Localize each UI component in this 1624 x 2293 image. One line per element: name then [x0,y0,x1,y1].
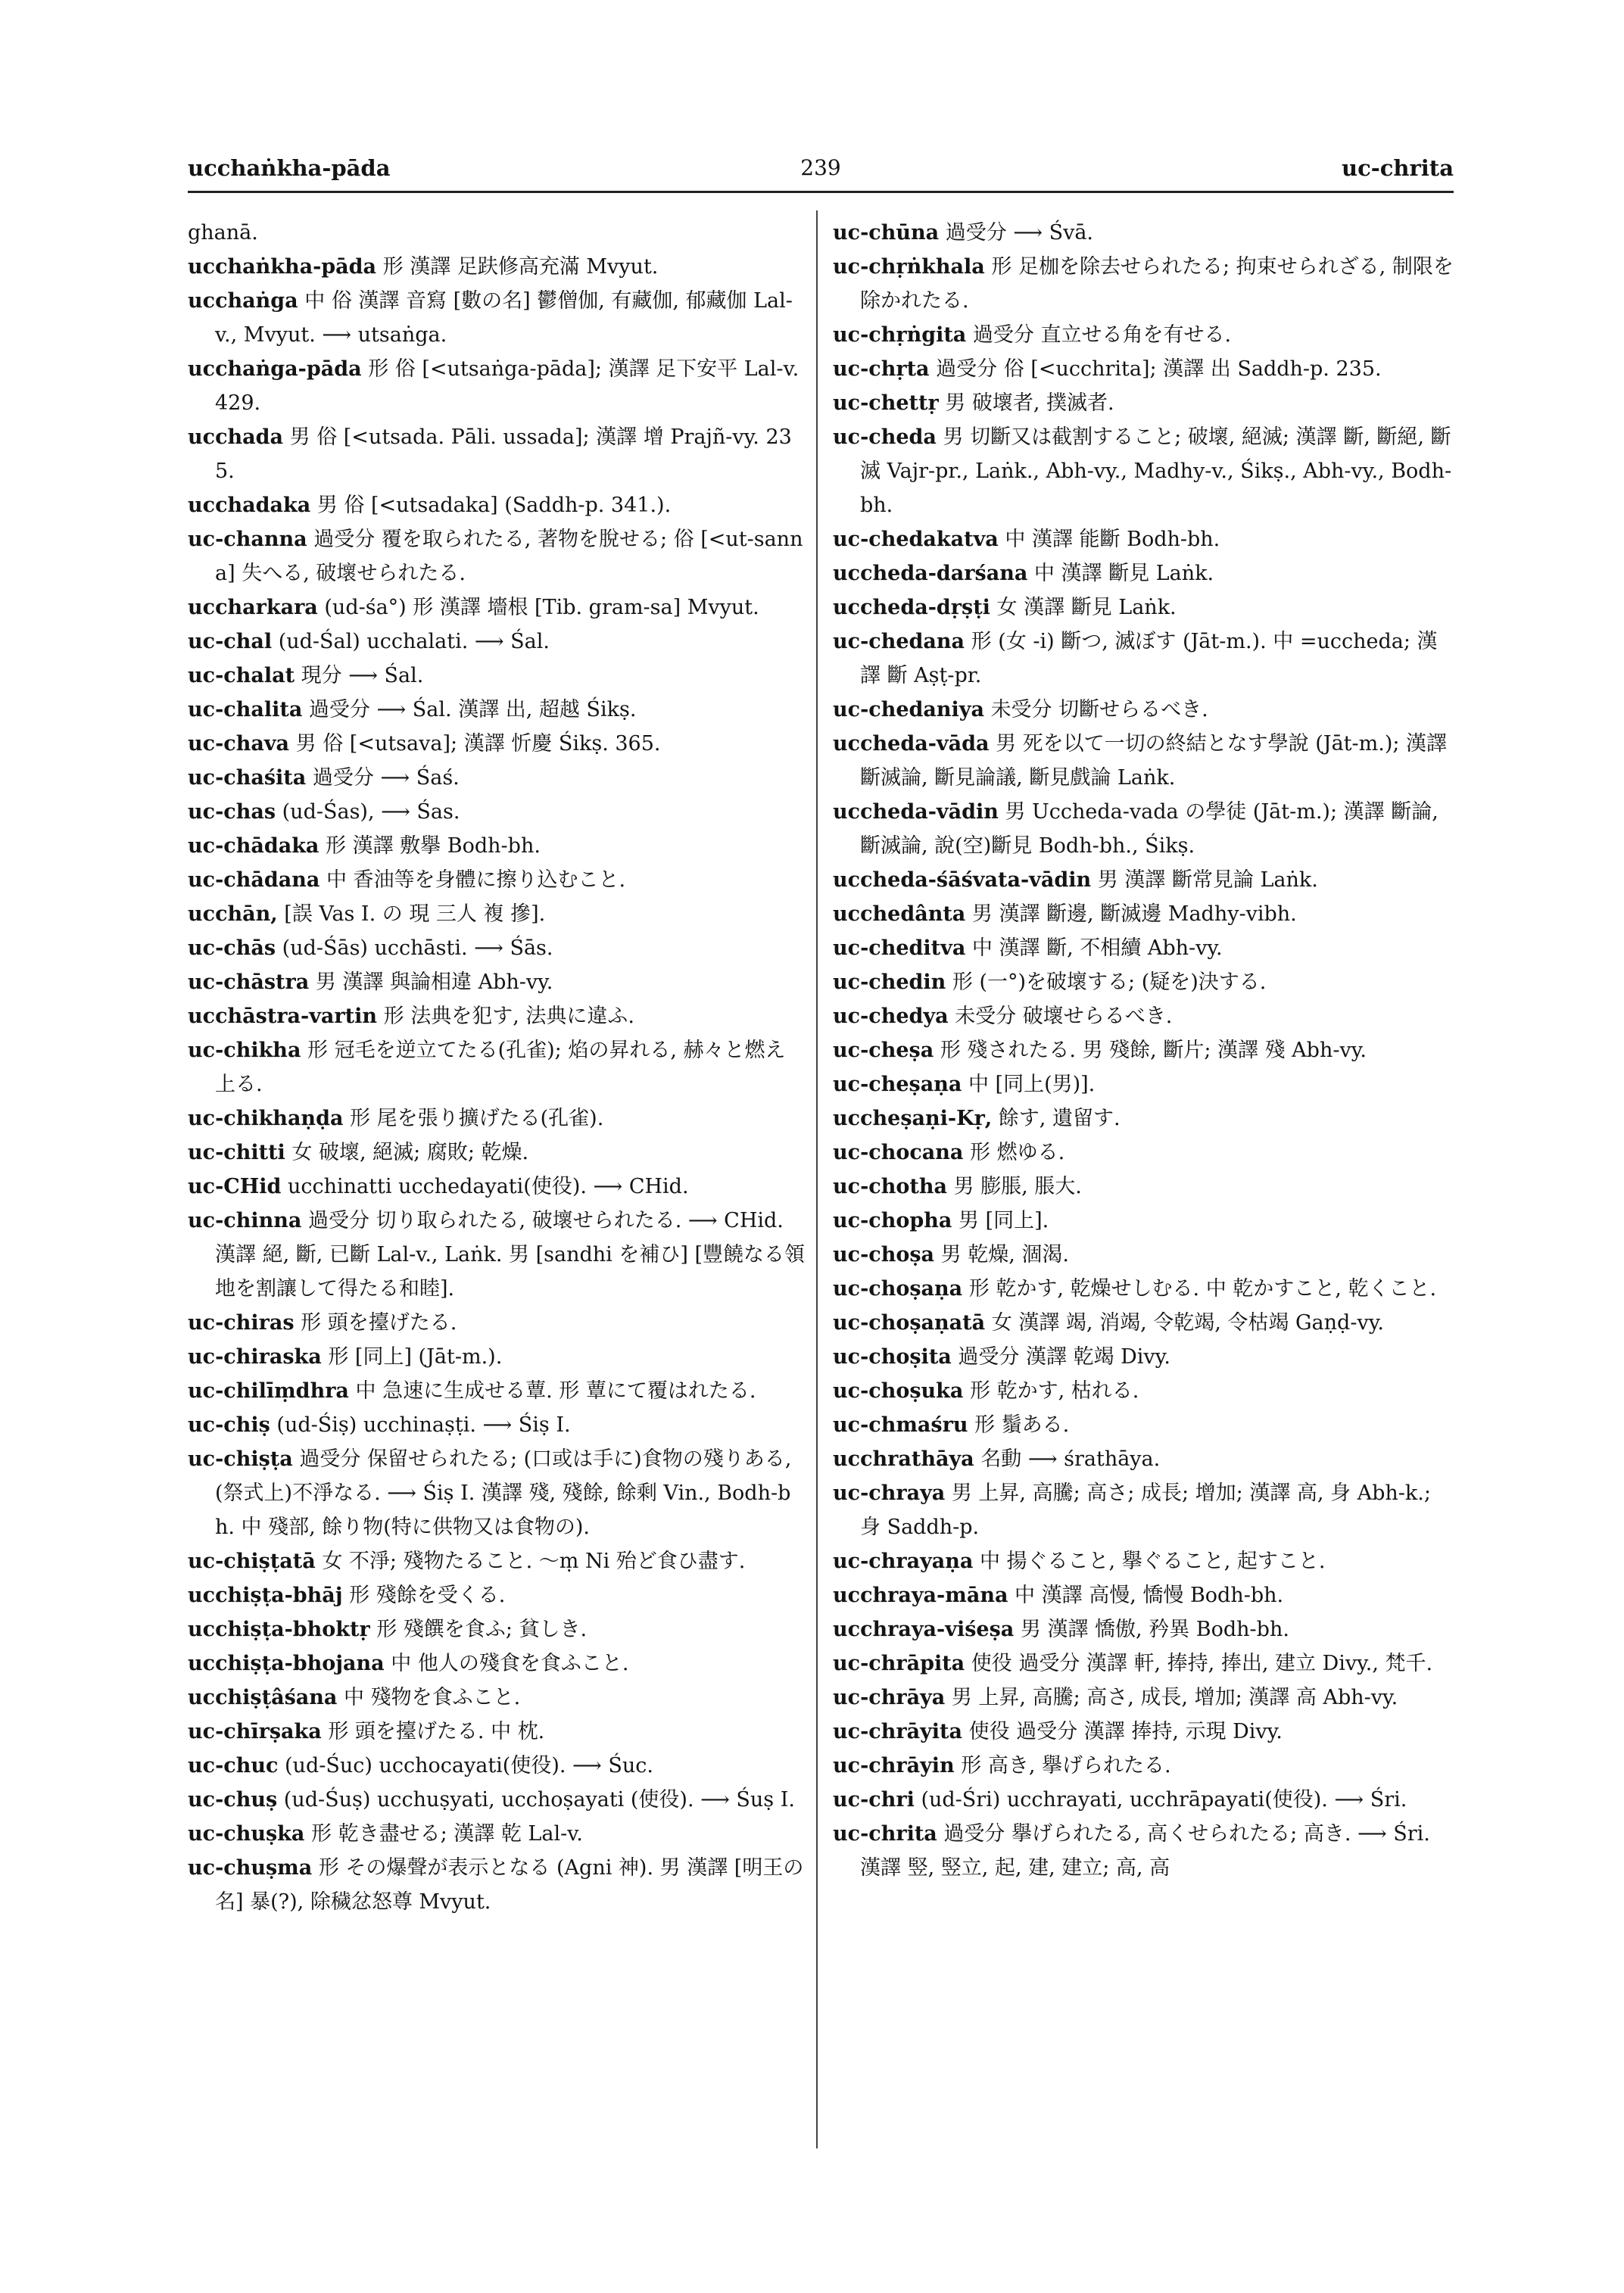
entry-headword: ucchaṅkha-pāda [188,255,377,279]
entry-headword: uccharkara [188,596,318,619]
dictionary-entry [188,1851,806,1919]
entry-definition: 中 急速に生成せる蕈. 形 蕈にて覆はれたる. [355,1379,756,1403]
entry-definition: 形 [同上] (Jāt-m.). [328,1345,503,1369]
entry-headword: uc-cheṣa [833,1039,934,1062]
entry-headword: uc-cheṣaṇa [833,1073,962,1096]
dictionary-entry [188,284,806,352]
column-divider [816,210,818,2148]
entry-headword: uc-chedin [833,970,946,994]
dictionary-entry [833,1170,1454,1204]
entry-headword: uc-cheda [833,425,937,449]
entry-definition: 男 Uccheda-vada の學徒 (Jāt-m.); 漢譯 斷論, 斷滅論, 說(空)斷見 Bodh-bh., Śikṣ. [860,800,1439,858]
dictionary-entry [188,250,806,284]
entry-definition: 過受分 ⟶ Śvā. [945,221,1094,245]
dictionary-entry [833,386,1454,420]
dictionary-entry [833,1136,1454,1170]
entry-definition: 形 俗 [<utsaṅga-pāda]; 漢譯 足下安平 Lal-v. 429. [215,357,800,415]
entry-headword: ucchrathāya [833,1447,974,1471]
entry-headword: uc-chrāpita [833,1652,965,1675]
entry-headword: uccheda-vāda [833,732,990,756]
dictionary-entry [188,1817,806,1851]
entry-definition: 女 破壞, 絕滅; 腐敗; 乾燥. [291,1141,529,1164]
dictionary-entry [833,1578,1454,1612]
entry-definition: 中 漢譯 斷, 不相續 Abh-vy. [971,936,1223,960]
entry-definition: 過受分 保留せられたる; (口或は手に)食物の殘りある, (祭式上)不淨なる. ⟶ Śiṣ I. 漢譯 殘, 殘餘, 餘剩 Vin., Bodh-bh. 中 殘部, 餘り物(特に供物又は食物の). [215,1447,792,1539]
entry-headword: ucchraya-viśeṣa [833,1618,1015,1641]
dictionary-entry [833,1681,1454,1715]
entry-definition: 過受分 漢譯 乾竭 Divy. [958,1345,1170,1369]
entry-definition: 形 乾かす, 乾燥せしむる. 中 乾かすこと, 乾くこと. [968,1277,1437,1301]
dictionary-entry [188,216,806,250]
entry-definition: 過受分 擧げられたる, 高くせられたる; 高き. ⟶ Śri. 漢譯 竪, 竪立, 起, 建, 建立; 高, 高 [860,1822,1430,1880]
dictionary-entry [833,522,1454,556]
dictionary-entry [188,965,806,999]
right-column [833,216,1454,1885]
dictionary-entry [833,590,1454,625]
entry-definition: 中 俗 漢譯 音寫 [數の名] 鬱僧伽, 有藏伽, 郁藏伽 Lal-v., Mvyut. ⟶ utsaṅga. [215,289,793,347]
dictionary-entry [188,420,806,488]
entry-headword: uc-chas [188,800,276,824]
dictionary-entry [833,931,1454,965]
entry-headword: uc-chraya [833,1481,946,1505]
dictionary-entry [188,1101,806,1136]
dictionary-entry [833,999,1454,1033]
entry-definition: 形 (女 -i) 斷つ, 滅ぼす (Jāt-m.). 中 =uccheda; 漢譯 斷 Aṣṭ-pr. [860,630,1438,687]
entry-definition: 名動 ⟶ śrathāya. [980,1447,1161,1471]
entry-headword: uc-chīrṣaka [188,1720,322,1743]
entry-headword: uc-chrayaṇa [833,1550,974,1573]
dictionary-entry [833,1817,1454,1885]
entry-headword: uccheda-vādin [833,800,999,824]
entry-definition: 過受分 切り取られたる, 破壞せられたる. ⟶ CHid. 漢譯 絕, 斷, 已斷 Lal-v., Laṅk. 男 [sandhi を補ひ] [豐饒なる領地を割讓して得たる和睦]. [215,1209,806,1301]
entry-headword: uc-chedana [833,630,965,653]
entry-definition: (ud-Śās) ucchāsti. ⟶ Śās. [282,936,553,960]
dictionary-entry [188,727,806,761]
dictionary-entry [833,318,1454,352]
dictionary-entry [188,352,806,420]
entry-definition: 未受分 破壞せらるべき. [955,1005,1173,1028]
dictionary-entry [188,1306,806,1340]
entry-headword: uccheṣaṇi-Kṛ, [833,1107,993,1130]
entry-definition: 形 尾を張り擴げたる(孔雀). [350,1107,604,1130]
entry-definition: 男 破壞者, 撲滅者. [945,391,1114,415]
dictionary-entry [188,1136,806,1170]
dictionary-entry [188,1749,806,1783]
page-header [188,155,1454,193]
entry-headword: ucchedânta [833,902,966,926]
entry-definition: 形 その爆聲が表示となる (Agni 神). 男 漢譯 [明王の名] 暴(?), 除穢忿怒尊 Mvyut. [215,1856,804,1914]
entry-headword: uccheda-darśana [833,562,1028,585]
entry-headword: uc-choṣaṇatā [833,1311,986,1335]
dictionary-entry [188,590,806,625]
dictionary-entry [188,1374,806,1408]
dictionary-entry [188,1544,806,1578]
entry-headword: uc-chiṣṭa [188,1447,293,1471]
entry-headword: uccheda-śāśvata-vādin [833,868,1092,892]
entry-headword: ucchiṣṭa-bhoktṛ [188,1618,370,1641]
entry-headword: uc-chava [188,732,290,756]
entry-headword: ucchiṣṭa-bhojana [188,1652,385,1675]
entry-headword: uc-chiras [188,1311,295,1335]
entry-headword: uc-chilīṃdhra [188,1379,349,1403]
entry-definition: 男 乾燥, 涸渴. [940,1243,1069,1266]
entry-definition: (ud-Śuṣ) ucchuṣyati, ucchoṣayati (使役). ⟶ Śuṣ I. [283,1788,795,1812]
entry-definition: 形 乾き盡せる; 漢譯 乾 Lal-v. [310,1822,583,1846]
entry-definition: 男 上昇, 高騰; 高さ, 成長, 增加; 漢譯 高 Abh-vy. [951,1686,1398,1709]
dictionary-entry [188,1033,806,1101]
dictionary-entry [188,1170,806,1204]
entry-headword: ucchāstra-vartin [188,1005,378,1028]
entry-headword: uc-chādana [188,868,320,892]
dictionary-entry [833,250,1454,318]
dictionary-entry [188,1647,806,1681]
dictionary-entry [833,1101,1454,1136]
entry-definition: 男 漢譯 斷常見論 Laṅk. [1097,868,1318,892]
entry-definition: 中 漢譯 能斷 Bodh-bh. [1005,528,1220,551]
entry-headword: uc-choṣita [833,1345,952,1369]
entry-headword: ucchaṅga [188,289,298,313]
dictionary-entry [188,1681,806,1715]
entry-definition: 男 漢譯 與論相違 Abh-vy. [315,970,553,994]
entry-headword: uc-chotha [833,1175,947,1198]
entry-definition: 形 鬚ある. [974,1413,1070,1437]
dictionary-entry [188,795,806,829]
entry-headword: uc-chal [188,630,273,653]
entry-headword: ucchadaka [188,494,311,517]
entry-definition: 男 [同上]. [958,1209,1049,1232]
entry-definition: (ud-Śas), ⟶ Śas. [282,800,460,824]
entry-headword: uc-chrita [833,1822,937,1846]
entry-definition: 形 殘饌を食ふ; 貧しき. [376,1618,588,1641]
entry-headword: uc-chaśita [188,766,307,790]
entry-headword: uc-chettṛ [833,391,939,415]
entry-definition: 男 俗 [<utsava]; 漢譯 忻慶 Śikṣ. 365. [295,732,661,756]
entry-definition: 形 法典を犯す, 法典に違ふ. [383,1005,634,1028]
dictionary-entry [833,420,1454,522]
entry-headword: ucchiṣṭâśana [188,1686,338,1709]
entry-headword: uc-chuṣma [188,1856,313,1880]
entry-definition: 男 上昇, 高騰; 高さ; 成長; 增加; 漢譯 高, 身 Abh-k.; 身 Saddh-p. [860,1481,1431,1539]
entry-headword: uc-chikhaṇḍa [188,1107,344,1130]
entry-definition: 男 切斷又は截割すること; 破壞, 絕滅; 漢譯 斷, 斷絕, 斷滅 Vajr-pr., Laṅk., Abh-vy., Madhy-v., Śikṣ., Abh-vy., Bodh-bh. [860,425,1452,517]
dictionary-entry [833,352,1454,386]
entry-definition: ghanā. [188,221,258,245]
entry-definition: 現分 ⟶ Śal. [301,664,424,687]
entry-definition: 男 膨脹, 脹大. [953,1175,1082,1198]
dictionary-entry [833,1647,1454,1681]
dictionary-entry [833,1715,1454,1749]
entry-definition: 女 漢譯 竭, 消竭, 令乾竭, 令枯竭 Gaṇḍ-vy. [991,1311,1384,1335]
dictionary-entry [188,999,806,1033]
entry-definition: 過受分 俗 [<ucchrita]; 漢譯 出 Saddh-p. 235. [936,357,1382,381]
left-column [188,216,806,1919]
dictionary-entry [833,693,1454,727]
dictionary-entry [833,556,1454,590]
page-number: 239 [800,155,841,180]
entry-headword: uc-choṣaṇa [833,1277,963,1301]
dictionary-entry [188,659,806,693]
entry-headword: uc-chrāyin [833,1754,955,1777]
entry-definition: 男 死を以て一切の終結となす學說 (Jāt-m.); 漢譯 斷滅論, 斷見論議, 斷見戲論 Laṅk. [860,732,1448,790]
entry-headword: uc-chalita [188,698,303,721]
dictionary-entry [833,1204,1454,1238]
entry-definition: 男 俗 [<utsada. Pāli. ussada]; 漢譯 增 Prajñ-vy. 235. [215,425,792,483]
dictionary-entry [833,1067,1454,1101]
dictionary-entry [833,727,1454,795]
entry-definition: 使役 過受分 漢譯 捧持, 示現 Divy. [968,1720,1283,1743]
entry-headword: uc-chedya [833,1005,949,1028]
dictionary-entry [833,897,1454,931]
dictionary-entry [188,1578,806,1612]
dictionary-entry [188,1408,806,1442]
entry-definition: 男 漢譯 憍傲, 矜異 Bodh-bh. [1020,1618,1289,1641]
entry-definition: 形 冠毛を逆立てたる(孔雀); 焰の昇れる, 赫々と燃え上る. [215,1039,786,1096]
entry-definition: 過受分 ⟶ Śaś. [312,766,460,790]
entry-headword: uc-chṛṅkhala [833,255,985,279]
entry-headword: ucchān, [188,902,278,926]
entry-headword: ucchaṅga-pāda [188,357,362,381]
dictionary-entry [833,1374,1454,1408]
entry-definition: 形 殘餘を受くる. [349,1584,506,1607]
entry-definition: 形 乾かす, 枯れる. [969,1379,1139,1403]
entry-definition: 形 高き, 擧げられたる. [961,1754,1171,1777]
entry-headword: uc-chrāya [833,1686,946,1709]
header-right-guide-word: uc-chrita [1341,155,1454,181]
dictionary-entry [833,1442,1454,1476]
entry-headword: uc-channa [188,528,307,551]
dictionary-entry [833,1612,1454,1647]
entry-headword: uc-chocana [833,1141,964,1164]
dictionary-entry [188,1612,806,1647]
entry-headword: uc-chiṣṭatā [188,1550,316,1573]
dictionary-entry [833,1306,1454,1340]
entry-definition: 過受分 覆を取られたる, 著物を脫せる; 俗 [<ut-sanna] 失へる, 破壞せられたる. [215,528,803,585]
entry-headword: uc-chedakatva [833,528,999,551]
dictionary-entry [833,1408,1454,1442]
dictionary-entry [833,625,1454,693]
entry-headword: ucchiṣṭa-bhāj [188,1584,343,1607]
entry-headword: ucchraya-māna [833,1584,1008,1607]
entry-definition: 使役 過受分 漢譯 軒, 捧持, 捧出, 建立 Divy., 梵千. [971,1652,1433,1675]
dictionary-entry [833,1340,1454,1374]
dictionary-entry [833,216,1454,250]
entry-headword: uc-chṛṅgita [833,323,967,347]
entry-definition: 過受分 ⟶ Śal. 漢譯 出, 超越 Śikṣ. [308,698,637,721]
dictionary-entry [188,693,806,727]
dictionary-entry [188,1783,806,1817]
dictionary-entry [188,1715,806,1749]
entry-definition: 形 頭を擡げたる. 中 枕. [328,1720,545,1743]
entry-headword: uc-chmaśru [833,1413,968,1437]
dictionary-entry [833,965,1454,999]
entry-headword: uc-chuc [188,1754,279,1777]
entry-headword: uc-chinna [188,1209,302,1232]
dictionary-entry [188,1340,806,1374]
entry-definition: 中 殘物を食ふこと. [343,1686,521,1709]
dictionary-entry [188,1442,806,1544]
dictionary-entry [188,488,806,522]
header-rule [188,191,1454,193]
dictionary-entry [833,1033,1454,1067]
dictionary-entry [188,522,806,590]
entry-definition: 形 殘されたる. 男 殘餘, 斷片; 漢譯 殘 Abh-vy. [940,1039,1367,1062]
entry-headword: uc-cheditva [833,936,966,960]
entry-headword: uc-chrāyita [833,1720,962,1743]
entry-headword: uc-chri [833,1788,915,1812]
entry-definition: 形 (一°)を破壞する; (疑を)決する. [952,970,1267,994]
dictionary-entry [833,1476,1454,1544]
dictionary-entry [188,863,806,897]
dictionary-entry [188,897,806,931]
entry-headword: uc-CHid [188,1175,282,1198]
entry-definition: 女 不淨; 殘物たること. 〜ṃ Ni 殆ど食ひ盡す. [322,1550,746,1573]
entry-definition: 形 頭を擡げたる. [301,1311,457,1335]
entry-definition: 中 他人の殘食を食ふこと. [391,1652,629,1675]
entry-headword: uc-chalat [188,664,295,687]
entry-definition: 過受分 直立せる角を有せる. [972,323,1232,347]
entry-definition: 未受分 切斷せらるべき. [990,698,1208,721]
entry-headword: uc-choṣuka [833,1379,964,1403]
entry-definition: 形 漢譯 敷擧 Bodh-bh. [326,834,541,858]
dictionary-entry [188,829,806,863]
entry-definition: (ud-śa°) 形 漢譯 墻根 [Tib. gram-sa] Mvyut. [324,596,759,619]
entry-headword: uc-chuṣka [188,1822,305,1846]
entry-headword: ucchada [188,425,284,449]
entry-headword: uc-choṣa [833,1243,935,1266]
entry-headword: uc-chṛta [833,357,930,381]
dictionary-entry [188,931,806,965]
entry-headword: uc-chūna [833,221,940,245]
dictionary-entry [833,863,1454,897]
entry-definition: 形 足枷を除去せられたる; 拘束せられざる, 制限を除かれたる. [860,255,1454,313]
entry-headword: uc-chitti [188,1141,285,1164]
entry-headword: uc-chikha [188,1039,301,1062]
dictionary-entry [188,625,806,659]
dictionary-entry [833,1544,1454,1578]
entry-definition: (ud-Śal) ucchalati. ⟶ Śal. [278,630,550,653]
entry-headword: uc-chopha [833,1209,952,1232]
entry-definition: 形 漢譯 足趺修高充滿 Mvyut. [382,255,659,279]
entry-definition: 形 燃ゆる. [970,1141,1065,1164]
dictionary-entry [833,795,1454,863]
entry-definition: ucchinatti ucchedayati(使役). ⟶ CHid. [288,1175,689,1198]
entry-definition: 女 漢譯 斷見 Laṅk. [996,596,1177,619]
entry-definition: 中 漢譯 高慢, 憍慢 Bodh-bh. [1015,1584,1284,1607]
entry-headword: uc-chuṣ [188,1788,278,1812]
entry-headword: uc-chās [188,936,276,960]
entry-definition: (ud-Śri) ucchrayati, ucchrāpayati(使役). ⟶ Śri. [921,1788,1407,1812]
dictionary-entry [833,1749,1454,1783]
entry-definition: 中 [同上(男)]. [968,1073,1096,1096]
entry-headword: uc-chiraska [188,1345,322,1369]
entry-definition: 男 俗 [<utsadaka] (Saddh-p. 341.). [316,494,672,517]
dictionary-entry [188,1204,806,1306]
entry-definition: 男 漢譯 斷邊, 斷滅邊 Madhy-vibh. [971,902,1297,926]
dictionary-entry [833,1272,1454,1306]
entry-definition: (ud-Śiṣ) ucchinaṣṭi. ⟶ Śiṣ I. [276,1413,571,1437]
entry-headword: uccheda-dṛṣṭi [833,596,990,619]
entry-definition: (ud-Śuc) ucchocayati(使役). ⟶ Śuc. [285,1754,653,1777]
dictionary-entry [188,761,806,795]
entry-headword: uc-chedaniya [833,698,984,721]
dictionary-entry [833,1238,1454,1272]
entry-definition: 中 香油等を身體に擦り込むこと. [326,868,626,892]
entry-headword: uc-chādaka [188,834,320,858]
dictionary-entry [833,1783,1454,1817]
entry-definition: 中 漢譯 斷見 Laṅk. [1033,562,1214,585]
entry-headword: uc-chāstra [188,970,310,994]
entry-definition: [誤 Vas I. の 現 三人 複 摻]. [284,902,546,926]
entry-definition: 餘す, 遺留す. [998,1107,1121,1130]
header-left-guide-word: ucchaṅkha-pāda [188,155,391,181]
entry-definition: 中 揚ぐること, 擧ぐること, 起すこと. [979,1550,1326,1573]
entry-headword: uc-chiṣ [188,1413,270,1437]
